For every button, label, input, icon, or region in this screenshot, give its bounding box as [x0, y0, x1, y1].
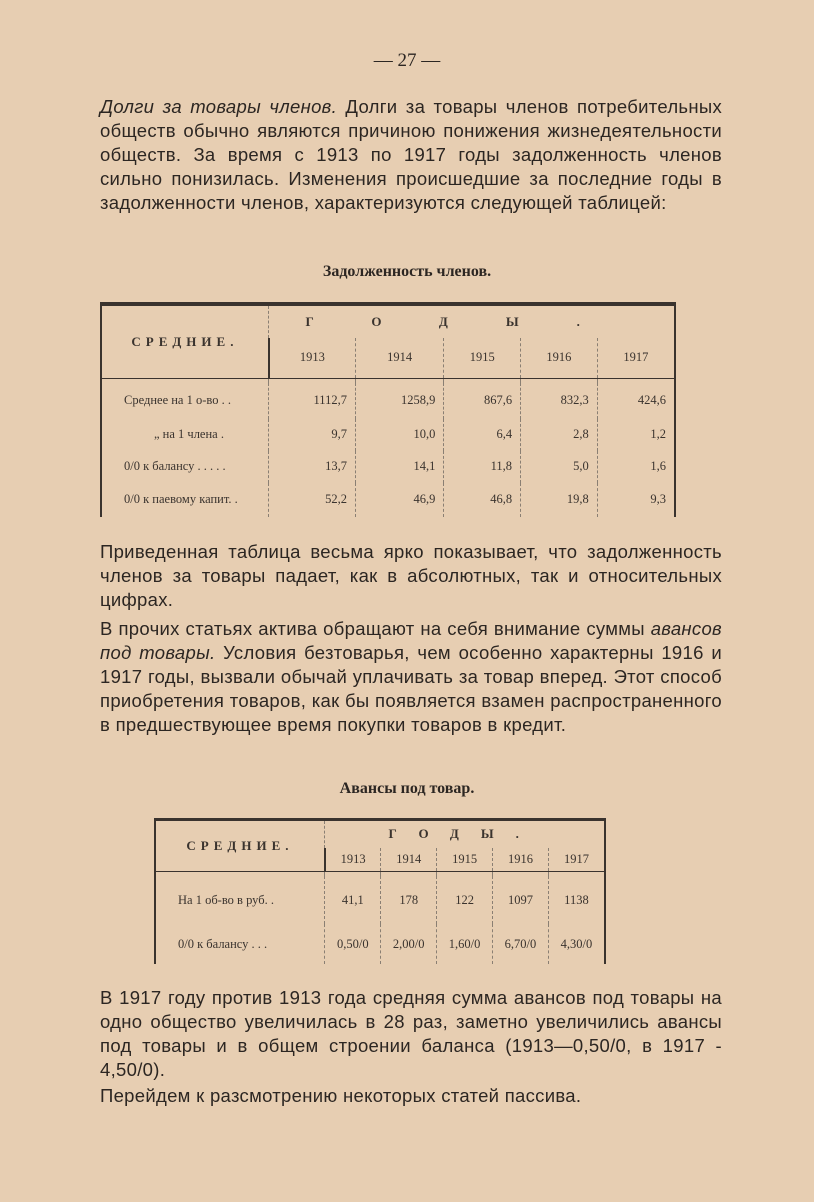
cell-value: 10,0	[355, 419, 443, 451]
year-header: 1913	[269, 338, 356, 378]
cell-value: 46,8	[444, 483, 521, 517]
cell-value: 14,1	[355, 451, 443, 483]
debts-table	[100, 302, 676, 517]
paragraph-italic: авансов под товары.	[100, 618, 722, 663]
row-header: СРЕДНИЕ.	[186, 838, 294, 853]
cell-value: 1,60/0	[437, 924, 493, 964]
cell-value: 1,2	[597, 419, 675, 451]
year-header: 1916	[521, 338, 598, 378]
cell-value: 867,6	[444, 383, 521, 419]
year-header: 1915	[444, 338, 521, 378]
paragraph-conclusion: Приведенная таблица весьма ярко показывает, что задолженность членов за товары падает, как в абсолютных, так и относительных цифрах.	[100, 541, 722, 610]
row-label: На 1 об-во в руб. .	[155, 876, 325, 924]
row-label: 0/0 к паевому капит. .	[101, 483, 269, 517]
row-header-cell	[155, 820, 325, 872]
cell-value: 832,3	[521, 383, 598, 419]
cell-value: 1097	[493, 876, 549, 924]
table-row	[101, 451, 675, 483]
table1-caption: Задолженность членов.	[322, 263, 492, 280]
year-header: 1914	[381, 848, 437, 872]
cell-value: 1112,7	[269, 383, 356, 419]
cell-value: 13,7	[269, 451, 356, 483]
cell-value: 1258,9	[355, 383, 443, 419]
group-header-cell	[325, 820, 605, 848]
table-row	[101, 483, 675, 517]
paragraph-debts	[100, 95, 722, 215]
year-header: 1917	[548, 848, 605, 872]
cell-value: 6,70/0	[493, 924, 549, 964]
year-header: 1916	[493, 848, 549, 872]
table2-caption: Авансы под товар.	[339, 780, 475, 797]
cell-value: 122	[437, 876, 493, 924]
cell-value: 46,9	[355, 483, 443, 517]
cell-value: 19,8	[521, 483, 598, 517]
cell-value: 1138	[548, 876, 605, 924]
row-label: Среднее на 1 о-во . .	[101, 383, 269, 419]
cell-value: 424,6	[597, 383, 675, 419]
paragraph-lead-italic: Долги за товары членов.	[100, 96, 338, 117]
year-header: 1914	[355, 338, 443, 378]
row-label: 0/0 к балансу . . .	[155, 924, 325, 964]
paragraph-comparison: В 1917 году против 1913 года средняя сумма авансов под товары на одно общество увеличилась в 28 раз, заметно увеличились авансы под товары и в общем строении баланса (1913—0,50/0, в 1917 - 4,50/0).	[100, 987, 722, 1080]
row-label: „ на 1 члена .	[101, 419, 269, 451]
cell-value: 9,7	[269, 419, 356, 451]
paragraph-advances	[100, 617, 722, 737]
group-header-cell	[269, 304, 675, 338]
year-header: 1917	[597, 338, 675, 378]
paragraph-transition: Перейдем к разсмотрению некоторых статей пассива.	[100, 1085, 582, 1106]
year-header: 1915	[437, 848, 493, 872]
cell-value: 5,0	[521, 451, 598, 483]
cell-value: 52,2	[269, 483, 356, 517]
table-row	[155, 876, 605, 924]
group-header: ГОДЫ.	[388, 826, 541, 842]
group-header: ГОДЫ.	[305, 314, 638, 329]
cell-value: 2,00/0	[381, 924, 437, 964]
row-header: СРЕДНИЕ.	[131, 333, 239, 349]
table-row	[101, 419, 675, 451]
cell-value: 0,50/0	[325, 924, 381, 964]
cell-value: 4,30/0	[548, 924, 605, 964]
paragraph-text: Условия безтоварья, чем особенно характерны 1916 и 1917 годы, вызвали обычай уплачивать за товар вперед. Этот способ приобретения товаров, как бы появляется взамен распространенного в предшествующее время покупки товаров в кредит.	[100, 642, 722, 735]
table-row	[101, 383, 675, 419]
cell-value: 2,8	[521, 419, 598, 451]
cell-value: 6,4	[444, 419, 521, 451]
row-header-cell	[101, 304, 269, 378]
cell-value: 1,6	[597, 451, 675, 483]
row-label: 0/0 к балансу . . . . .	[101, 451, 269, 483]
cell-value: 178	[381, 876, 437, 924]
advances-table	[154, 818, 606, 964]
paragraph-text: В прочих статьях актива обращают на себя внимание суммы	[100, 618, 651, 639]
cell-value: 41,1	[325, 876, 381, 924]
cell-value: 11,8	[444, 451, 521, 483]
cell-value: 9,3	[597, 483, 675, 517]
paragraph-text: Долги за товары членов потребительных обществ обычно являются причиною понижения жизнедеятельности обществ. За время с 1913 по 1917 годы задолженность членов сильно понизилась. Изменения происшедшие за последние годы в задолженности членов, характеризуются следующей таблицей:	[100, 96, 723, 213]
table-row	[155, 924, 605, 964]
year-header: 1913	[325, 848, 381, 872]
page-number: — 27 —	[373, 50, 441, 71]
